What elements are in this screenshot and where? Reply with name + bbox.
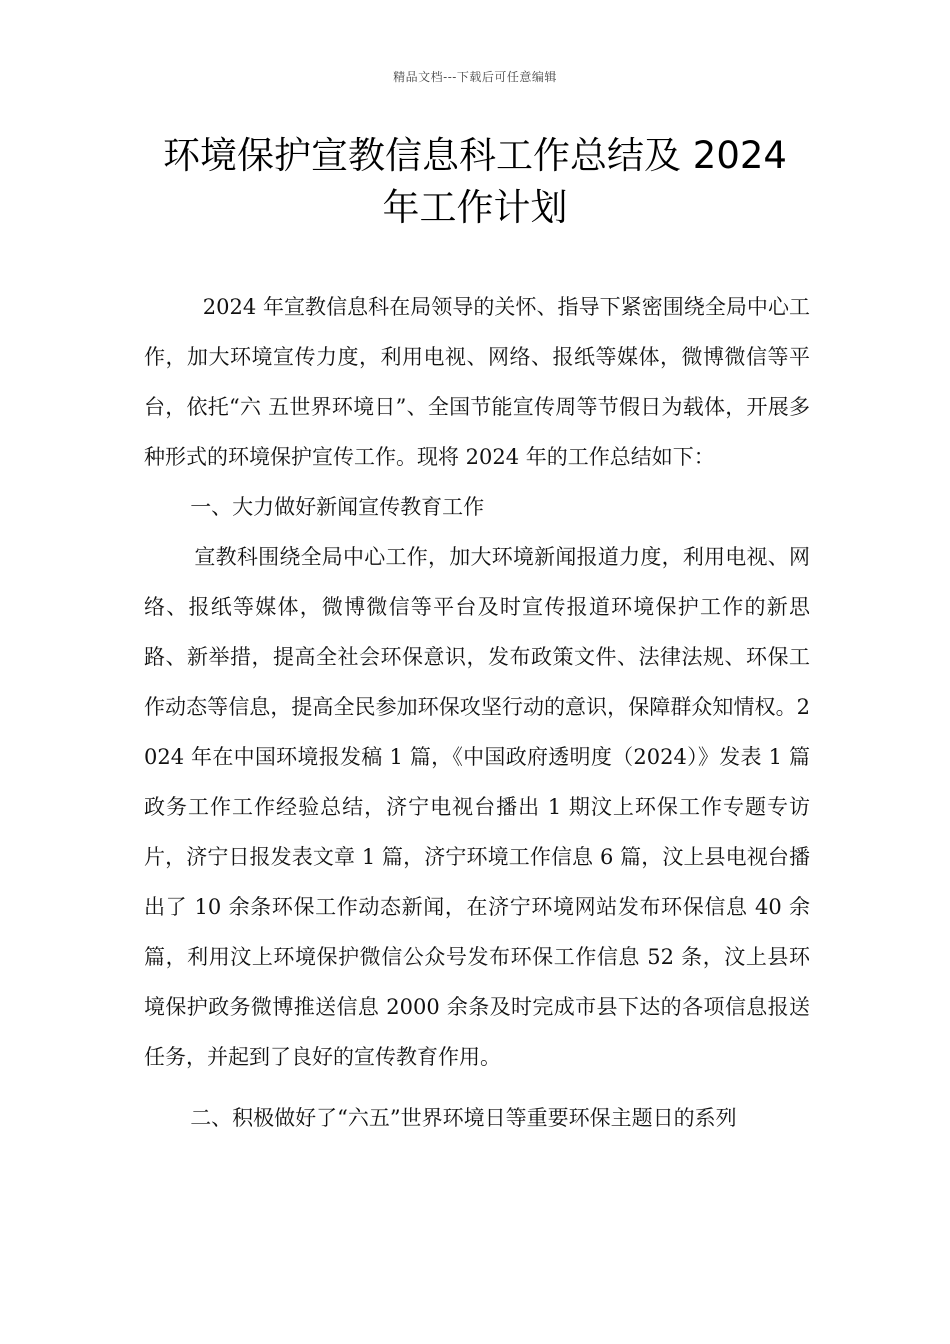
section-2-heading: 二、积极做好了“六五”世界环境日等重要环保主题日的系列 [190, 1106, 737, 1130]
intro-paragraph: 2024 年宣教信息科在局领导的关怀、指导下紧密围绕全局中心工作，加大环境宣传力度，利用电视、网络、报纸等媒体，微博微信等平台，依托“六 五世界环境日”、全国节能宣传周等节假日为载体，开展多种形式的环境保护宣传工作。现将 2024 年的工作总结如下： [144, 295, 810, 469]
document-body [144, 282, 810, 1143]
section-1-heading: 一、大力做好新闻宣传教育工作 [190, 495, 485, 519]
title-line-1: 环境保护宣教信息科工作总结及 2024 [163, 134, 787, 177]
section-1-paragraph: 宣教科围绕全局中心工作，加大环境新闻报道力度，利用电视、网络、报纸等媒体，微博微信等平台及时宣传报道环境保护工作的新思路、新举措，提高全社会环保意识，发布政策文件、法律法规、环保工作动态等信息，提高全民参加环保攻坚行动的意识，保障群众知情权。2024 年在中国环境报发稿 1 篇，《中国政府透明度（2024）》发表 1 篇政务工作工作经验总结，济宁电视台播出 1 期汶上环保工作专题专访片，济宁日报发表文章 1 篇，济宁环境工作信息 6 篇，汶上县电视台播出了 10 余条环保工作动态新闻，在济宁环境网站发布环保信息 40 余篇，利用汶上环境保护微信公众号发布环保工作信息 52 条，汶上县环境保护政务微博推送信息 2000 余条及时完成市县下达的各项信息报送任务，并起到了良好的宣传教育作用。 [144, 545, 810, 1069]
title-line-2: 年工作计划 [382, 186, 568, 229]
document-title [120, 130, 830, 234]
header-note: 精品文档---下载后可任意编辑 [393, 70, 557, 84]
